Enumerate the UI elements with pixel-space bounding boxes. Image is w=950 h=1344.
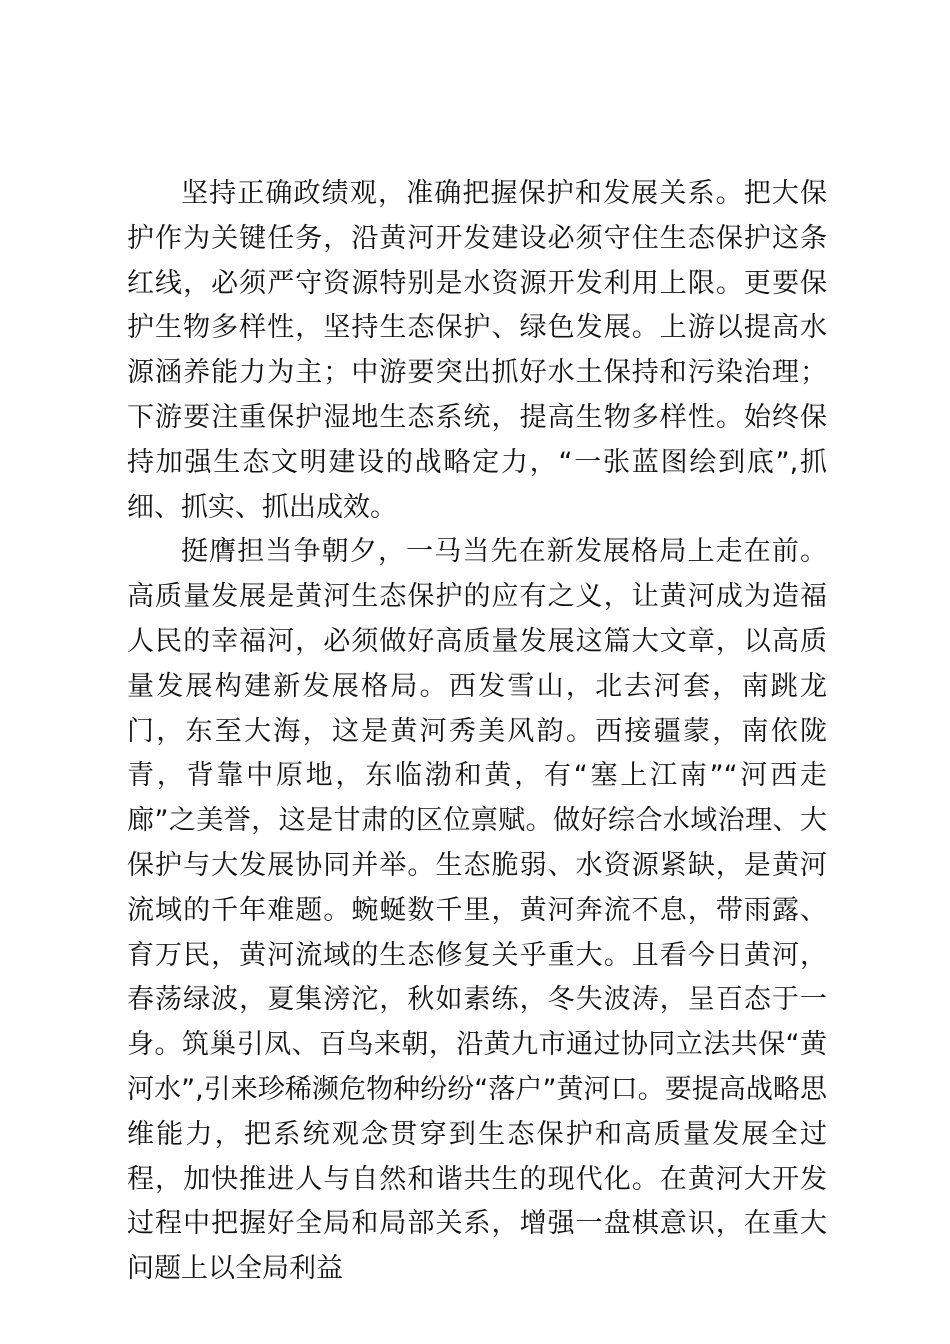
document-body xyxy=(127,172,827,1292)
paragraph-1: 坚持正确政绩观，准确把握保护和发展关系。把大保护作为关键任务，沿黄河开发建设必须守住生态保护这条红线，必须严守资源特别是水资源开发利用上限。更要保护生物多样性，坚持生态保护、绿色发展。上游以提高水源涵养能力为主；中游要突出抓好水土保持和污染治理；下游要注重保护湿地生态系统，提高生物多样性。始终保持加强生态文明建设的战略定力，“一张蓝图绘到底”,抓细、抓实、抓出成效。 xyxy=(127,178,827,523)
paragraph-2: 挺膺担当争朝夕，一马当先在新发展格局上走在前。高质量发展是黄河生态保护的应有之义，让黄河成为造福人民的幸福河，必须做好高质量发展这篇大文章，以高质量发展构建新发展格局。西发雪山，北去河套，南跳龙门，东至大海，这是黄河秀美风韵。西接疆蒙，南依陇青，背靠中原地，东临渤和黄，有“塞上江南”“河西走廊”之美誉，这是甘肃的区位禀赋。做好综合水域治理、大保护与大发展协同并举。生态脆弱、水资源紧缺，是黄河流域的千年难题。蜿蜒数千里，黄河奔流不息，带雨露、育万民，黄河流域的生态修复关乎重大。且看今日黄河，春荡绿波，夏集滂沱，秋如素练，冬失波涛，呈百态于一身。筑巢引凤、百鸟来朝，沿黄九市通过协同立法共保“黄河水”,引来珍稀濒危物种纷纷“落户”黄河口。要提高战略思维能力，把系统观念贯穿到生态保护和高质量发展全过程，加快推进人与自然和谐共生的现代化。在黄河大开发过程中把握好全局和局部关系，增强一盘棋意识，在重大问题上以全局利益 xyxy=(127,536,827,1285)
